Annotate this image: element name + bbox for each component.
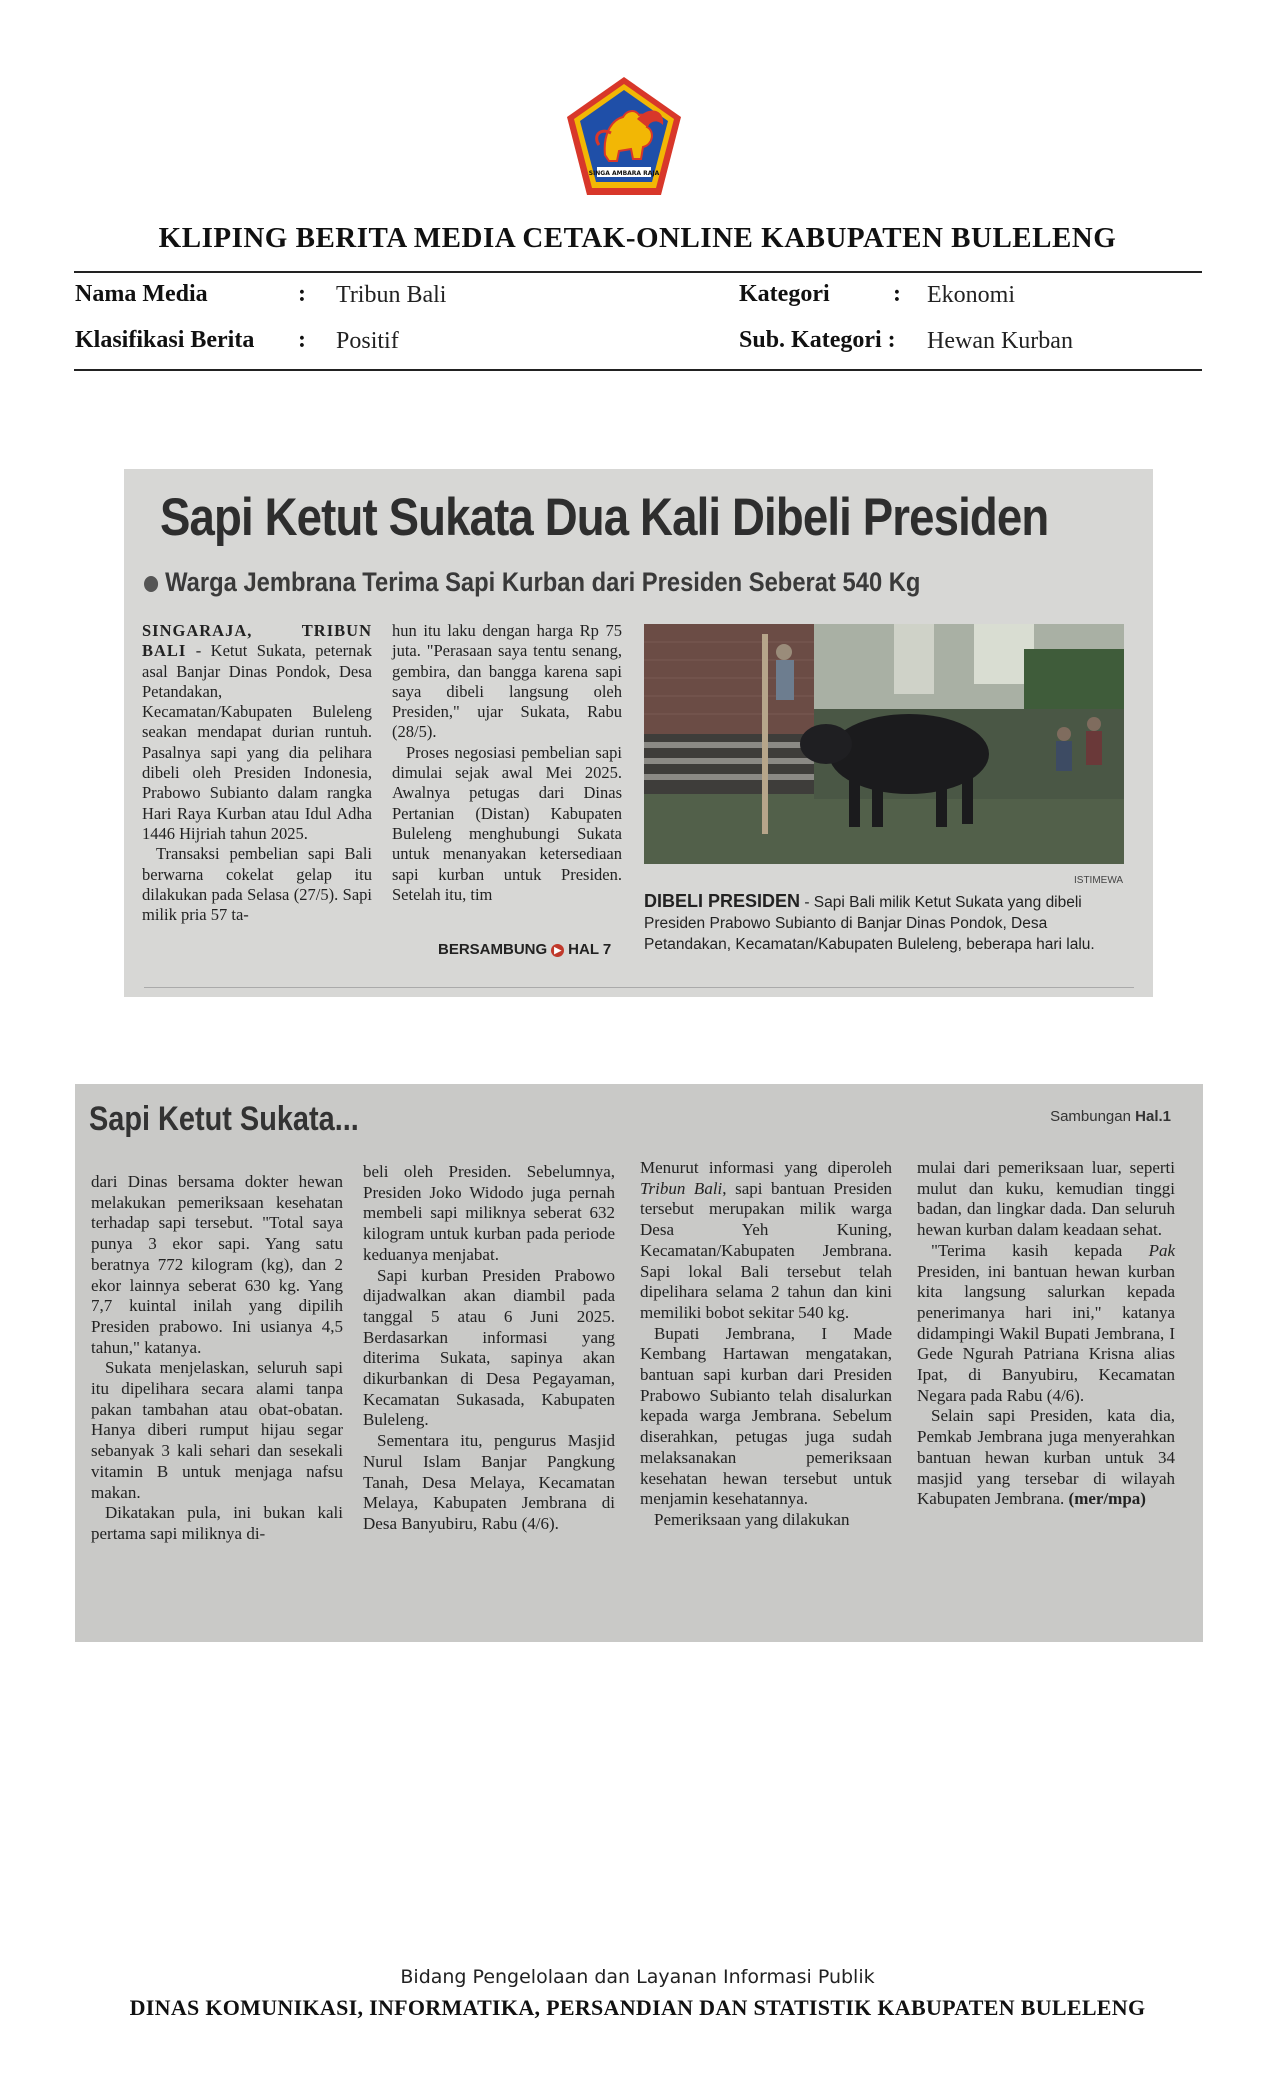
media-label: Nama Media xyxy=(75,281,208,307)
footer-agency: DINAS KOMUNIKASI, INFORMATIKA, PERSANDIAN DAN STATISTIK KABUPATEN BULELENG xyxy=(129,1995,1146,2020)
paragraph xyxy=(640,1158,892,1324)
paragraph: beli oleh Presiden. Sebelumnya, Presiden Joko Widodo juga pernah membeli sapi miliknya seberat 632 kilogram untuk kurban pada periode keduanya menjabat. xyxy=(363,1162,615,1264)
article-subheadline xyxy=(144,567,920,598)
article-column-1 xyxy=(142,621,372,925)
text-run: "Terima kasih kepada xyxy=(931,1240,1149,1260)
paragraph: Pemeriksaan yang dilakukan xyxy=(654,1509,850,1529)
paragraph: Sementara itu, pengurus Masjid Nurul Islam Banjar Pangkung Tanah, Desa Melaya, Kecamatan Melaya, Kabupaten Jembrana di Desa Banyubiru, Rabu (4/6). xyxy=(363,1431,615,1533)
photo-credit: ISTIMEWA xyxy=(1074,875,1124,886)
continuation-headline: Sapi Ketut Sukata... xyxy=(89,1100,359,1138)
subkategori-label: Sub. Kategori : xyxy=(739,327,896,353)
paragraph: dari Dinas bersama dokter hewan melakukan pemeriksaan kesehatan terhadap sapi tersebut. "Total saya punya 3 ekor sapi. Yang satu beratnya 772 kilogram (kg), dan 2 ekor lainnya seberat 630 kg. Yang 7,7 kuintal inilah yang dipilih Presiden prabowo. Ini usianya 4,5 tahun," katanya. xyxy=(91,1172,343,1357)
klasifikasi-colon: : xyxy=(298,327,306,353)
clipping-divider xyxy=(144,987,1134,988)
dateline: SINGARAJA, TRIBUN BALI xyxy=(142,621,372,661)
top-divider xyxy=(74,271,1202,273)
paragraph: Bupati Jembrana, I Made Kembang Hartawan mengatakan, bantuan sapi kurban dari Presiden Prabowo Subianto telah disalurkan kepada warga Jembrana. Sebelum diserahkan, petugas juga sudah melaksanakan pemeriksaan kesehatan hewan tersebut untuk menjamin kesehatannya. xyxy=(640,1323,892,1509)
caption-text: - Sapi Bali milik Ketut Sukata yang dibeli Presiden Prabowo Subianto di Banjar Dinas Pondok, Desa Petandakan, Kecamatan/Kabupaten Buleleng, beberapa hari lalu. xyxy=(644,894,1095,953)
meta-divider xyxy=(74,369,1202,371)
paragraph: Proses negosiasi pembelian sapi dimulai sejak awal Mei 2025. Awalnya petugas dari Dinas Pertanian (Distan) Kabupaten Buleleng menghubungi Sukata untuk menanyakan ketersediaan sapi kurban untuk Presiden. Setelah itu, tim xyxy=(392,742,622,904)
text-run-italic: Tribun Bali xyxy=(640,1178,723,1198)
kategori-label: Kategori xyxy=(739,281,830,307)
paragraph xyxy=(917,1241,1175,1407)
paragraph: hun itu laku dengan harga Rp 75 juta. "Perasaan saya tentu senang, gembira, dan bangga karena sapi saya dibeli langsung oleh Presiden," ujar Sukata, Rabu (28/5). xyxy=(392,621,622,742)
article-column-2 xyxy=(392,621,622,905)
paragraph: Sapi kurban Presiden Prabowo dijadwalkan akan diambil pada tanggal 5 atau 6 Juni 2025. Berdasarkan informasi yang diterima Sukata, sapinya akan dikurbankan di Desa Pegayaman, Kecamatan Sukasada, Kabupaten Buleleng. xyxy=(363,1265,615,1430)
page-title: KLIPING BERITA MEDIA CETAK-ONLINE KABUPATEN BULELENG xyxy=(158,222,1117,254)
paragraph: Sukata menjelaskan, seluruh sapi itu dipelihara secara alami tanpa pakan tambahan atau obat-obatan. Hanya diberi rumput hijau segar sebanyak 3 kali sehari dan sesekali vitamin B untuk menjaga nafsu makan. xyxy=(91,1358,343,1502)
author-signoff: (mer/mpa) xyxy=(1068,1489,1146,1509)
article-headline: Sapi Ketut Sukata Dua Kali Dibeli Presiden xyxy=(160,488,1049,547)
paragraph: mulai dari pemeriksaan luar, seperti mulut dan kuku, kemudian tinggi badan, dan lingkar dada. Dan seluruh hewan kurban dalam keadaan sehat. xyxy=(917,1158,1175,1240)
text-run-italic: Pak xyxy=(1148,1240,1175,1260)
photo-caption xyxy=(644,891,1134,955)
paragraph: Transaksi pembelian sapi Bali berwarna cokelat gelap itu dilakukan pada Selasa (27/5). Sapi milik pria 57 ta- xyxy=(142,844,372,925)
buleleng-logo xyxy=(565,75,683,197)
media-value: Tribun Bali xyxy=(336,282,447,308)
klasifikasi-label: Klasifikasi Berita xyxy=(75,327,255,353)
paragraph: Dikatakan pula, ini bukan kali pertama sapi miliknya di- xyxy=(91,1503,343,1543)
continued-marker xyxy=(438,941,611,958)
bersambung-label: BERSAMBUNG xyxy=(438,941,548,958)
klasifikasi-value: Positif xyxy=(336,328,399,354)
news-clipping-continuation xyxy=(75,1084,1203,1642)
media-colon: : xyxy=(298,281,306,307)
kategori-colon: : xyxy=(893,281,901,307)
arrow-right-icon: ▶ xyxy=(551,944,564,957)
text-run: Selain sapi Presiden, kata dia, Pemkab Jembrana juga menyerahkan bantuan hewan kurban untuk 34 masjid yang tersebar di wilayah Kabupaten Jembrana. xyxy=(917,1406,1175,1509)
footer-department: Bidang Pengelolaan dan Layanan Informasi Publik xyxy=(400,1966,875,1988)
bullet-icon xyxy=(144,576,158,592)
paragraph xyxy=(917,1406,1175,1510)
subkategori-value: Hewan Kurban xyxy=(927,328,1073,354)
page-ref: HAL 7 xyxy=(568,941,612,958)
continuation-marker xyxy=(1050,1108,1171,1125)
continuation-column-4 xyxy=(917,1158,1175,1510)
kategori-value: Ekonomi xyxy=(927,282,1015,308)
continuation-column-3 xyxy=(640,1158,892,1531)
text-run: Presiden, ini bantuan hewan kurban kita langsung salurkan kepada penerimanya hari ini," katanya didampingi Wakil Bupati Jembrana, I Gede Ngurah Patriana Krisna alias Ipat, di Banyubiru, Kecamatan Negara pada Rabu (4/6). xyxy=(917,1261,1175,1405)
caption-title: DIBELI PRESIDEN xyxy=(644,891,801,911)
page-ref: Hal.1 xyxy=(1135,1108,1171,1125)
paragraph: - Ketut Sukata, peternak asal Banjar Dinas Pondok, Desa Petandakan, Kecamatan/Kabupaten Buleleng seakan mendapat durian runtuh. Pasalnya sapi yang dia pelihara dibeli oleh Presiden Indonesia, Prabowo Subianto dalam rangka Hari Raya Kurban atau Idul Adha 1446 Hijriah tahun 2025. xyxy=(142,641,372,843)
continuation-column-1 xyxy=(91,1172,343,1545)
subheadline-text: Warga Jembrana Terima Sapi Kurban dari Presiden Seberat 540 Kg xyxy=(165,567,921,597)
cow-photo xyxy=(644,624,1124,864)
logo-motto: SINGA AMBARA RAJA xyxy=(588,170,660,177)
text-run: Menurut informasi yang diperoleh xyxy=(640,1158,892,1177)
text-run: , sapi bantuan Presiden tersebut merupakan milik warga Desa Yeh Kuning, Kecamatan/Kabupaten Jembrana. Sapi lokal Bali tersebut telah dipelihara selama 2 tahun dan kini memiliki bobot sekitar 540 kg. xyxy=(640,1178,892,1322)
continuation-column-2 xyxy=(363,1162,615,1535)
news-clipping-front-page xyxy=(124,469,1153,997)
sambungan-label: Sambungan xyxy=(1050,1108,1131,1125)
